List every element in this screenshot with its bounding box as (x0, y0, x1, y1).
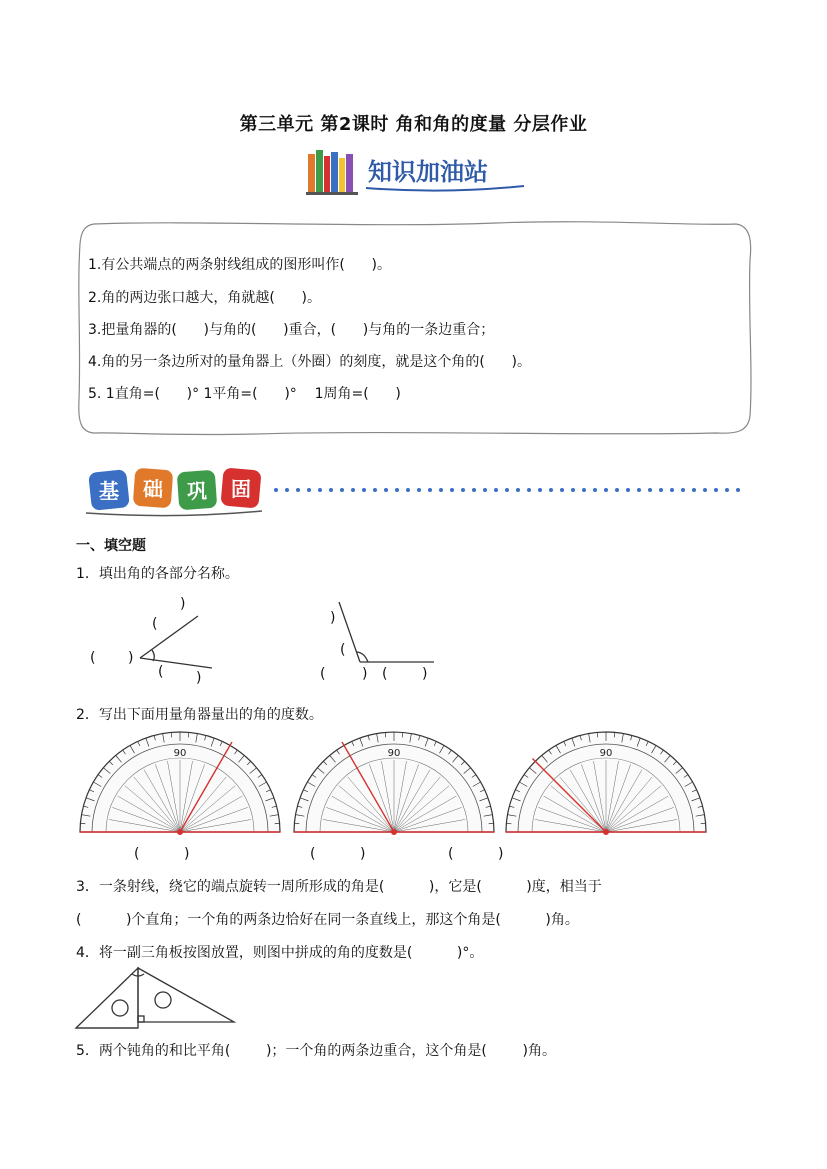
svg-text:(: ( (158, 664, 164, 680)
divider-dot (736, 488, 740, 492)
knowledge-item-4: 4.角的另一条边所对的量角器上（外圈）的刻度，就是这个角的( )。 (88, 354, 531, 370)
section-fill-blank: 一、填空题 (76, 538, 146, 554)
protractor-answer-2[interactable]: ( ) (310, 846, 366, 862)
knowledge-banner (306, 148, 528, 196)
protractor-90-label: 90 (599, 748, 613, 759)
divider-dot (373, 488, 377, 492)
question-5: 5．两个钝角的和比平角( )；一个角的两条边重合，这个角是( )角。 (76, 1043, 556, 1059)
divider-dot (362, 488, 366, 492)
divider-dot (505, 488, 509, 492)
svg-text:): ) (362, 666, 368, 682)
divider-dot (560, 488, 564, 492)
page-title: 第三单元 第2课时 角和角的度量 分层作业 (239, 114, 588, 135)
svg-text:): ) (330, 610, 336, 626)
divider-dot (307, 488, 311, 492)
divider-dot (571, 488, 575, 492)
basic-banner (86, 463, 750, 519)
question-4: 4．将一副三角板按图放置，则图中拼成的角的度数是( )°。 (76, 945, 484, 961)
svg-text:(: ( (152, 616, 158, 632)
svg-text:): ) (422, 666, 428, 682)
angle-parts-figure (86, 594, 446, 690)
knowledge-item-3: 3.把量角器的( )与角的( )重合，( )与角的一条边重合； (88, 322, 495, 338)
question-3-line-2: ( )个直角；一个角的两条边恰好在同一条直线上，那这个角是( )角。 (76, 912, 579, 928)
divider-dot (285, 488, 289, 492)
banner-title: 知识加油站 (368, 158, 488, 186)
divider-dot (483, 488, 487, 492)
divider-dot (626, 488, 630, 492)
svg-text:(: ( (320, 666, 326, 682)
divider-dot (395, 488, 399, 492)
svg-text:(: ( (90, 650, 96, 666)
protractor-figure (76, 726, 716, 838)
books-icon (306, 150, 358, 195)
divider-dot (472, 488, 476, 492)
basic-char-4: 固 (231, 477, 251, 501)
divider-dot (296, 488, 300, 492)
divider-dot (450, 488, 454, 492)
protractor-center (177, 829, 183, 835)
divider-dot (417, 488, 421, 492)
divider-dot (461, 488, 465, 492)
divider-dot (692, 488, 696, 492)
divider-dot (428, 488, 432, 492)
divider-dot (516, 488, 520, 492)
divider-dot (637, 488, 641, 492)
question-2: 2．写出下面用量角器量出的角的度数。 (76, 707, 323, 723)
divider-dot (670, 488, 674, 492)
divider-dot (439, 488, 443, 492)
divider-dot (615, 488, 619, 492)
protractor-center (603, 829, 609, 835)
protractor-center (391, 829, 397, 835)
divider-dot (593, 488, 597, 492)
basic-char-1: 基 (99, 479, 119, 503)
protractor-2 (294, 732, 494, 835)
protractor-90-label: 90 (173, 748, 187, 759)
divider-dot (725, 488, 729, 492)
question-1: 1．填出角的各部分名称。 (76, 566, 239, 582)
divider-dot (604, 488, 608, 492)
divider-dot (351, 488, 355, 492)
divider-dot (659, 488, 663, 492)
divider-dot (406, 488, 410, 492)
protractor-answer-1[interactable]: ( ) (134, 846, 190, 862)
protractor-1 (80, 732, 280, 835)
divider-dot (681, 488, 685, 492)
divider-dot (549, 488, 553, 492)
svg-text:): ) (196, 670, 202, 686)
basic-char-2: 础 (143, 477, 163, 501)
divider-dot (340, 488, 344, 492)
divider-dot (714, 488, 718, 492)
divider-dot (527, 488, 531, 492)
svg-text:(: ( (340, 642, 346, 658)
protractor-answer-3[interactable]: ( ) (448, 846, 504, 862)
knowledge-item-1: 1.有公共端点的两条射线组成的图形叫作( )。 (88, 257, 391, 273)
divider-dot (274, 488, 278, 492)
svg-text:(: ( (382, 666, 388, 682)
question-3-line-1: 3．一条射线，绕它的端点旋转一周所形成的角是( )，它是( )度，相当于 (76, 879, 602, 895)
basic-char-3: 巩 (187, 479, 207, 503)
protractor-90-label: 90 (387, 748, 401, 759)
set-square-figure (74, 964, 240, 1034)
divider-dot (538, 488, 542, 492)
basic-banner-tiles (86, 467, 262, 515)
protractor-3 (506, 732, 706, 835)
svg-text:): ) (128, 650, 134, 666)
knowledge-item-5: 5. 1直角=( )° 1平角=( )° 1周角=( ) (88, 386, 401, 402)
divider-dot (648, 488, 652, 492)
svg-text:): ) (180, 596, 186, 612)
knowledge-item-2: 2.角的两边张口越大，角就越( )。 (88, 290, 321, 306)
divider-dot (582, 488, 586, 492)
dotted-divider (274, 488, 740, 492)
divider-dot (318, 488, 322, 492)
divider-dot (384, 488, 388, 492)
divider-dot (329, 488, 333, 492)
divider-dot (494, 488, 498, 492)
divider-dot (703, 488, 707, 492)
